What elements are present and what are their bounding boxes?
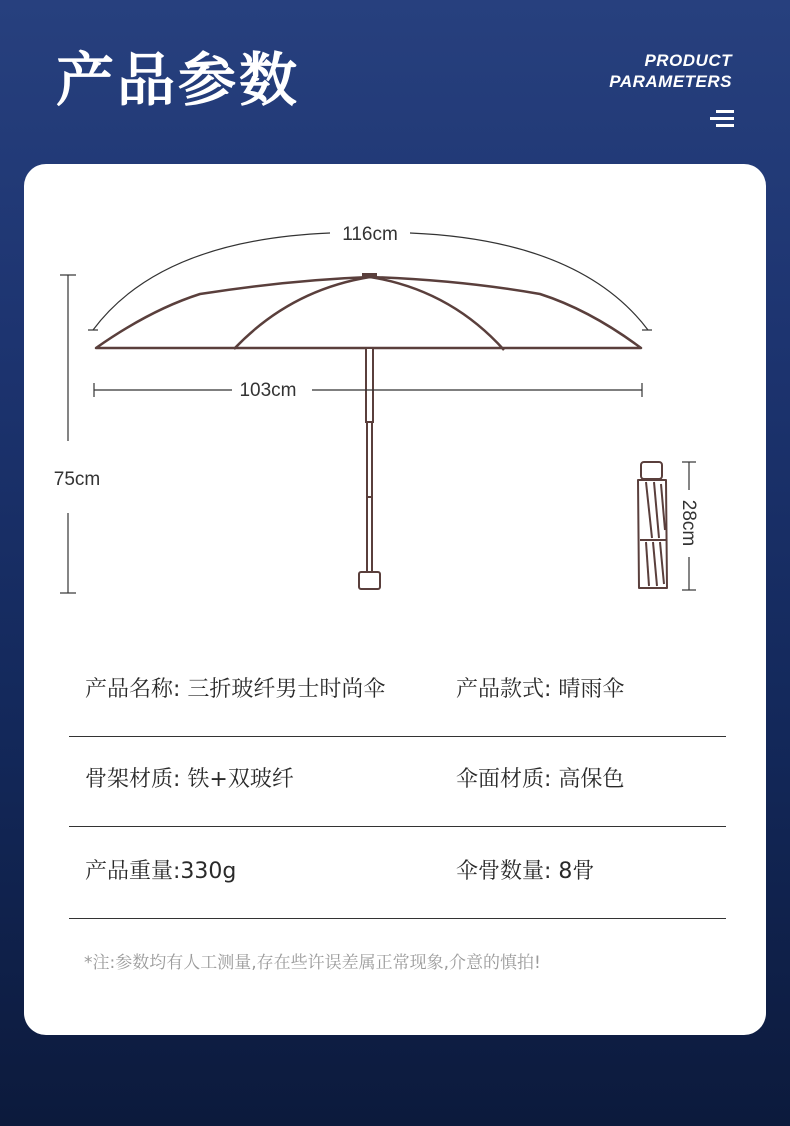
span-dimension-arc — [88, 233, 652, 330]
folded-umbrella — [638, 462, 667, 588]
spec-row — [69, 826, 726, 919]
height-label: 75cm — [53, 469, 101, 490]
width-label: 103cm — [239, 380, 297, 401]
height-dimension — [60, 275, 76, 593]
folded-length-label: 28cm — [678, 499, 699, 547]
spec-canopy-material: 伞面材质: 高保色 — [456, 767, 625, 792]
spec-product-style: 产品款式: 晴雨伞 — [456, 677, 625, 702]
spec-weight: 产品重量:330g — [85, 859, 237, 884]
open-umbrella — [96, 273, 641, 350]
spec-product-name: 产品名称: 三折玻纤男士时尚伞 — [85, 677, 386, 702]
subtitle-line-2: PARAMETERS — [609, 72, 732, 91]
page-title: 产品参数 — [56, 46, 301, 114]
spec-row — [69, 644, 726, 737]
umbrella-shaft — [359, 348, 380, 589]
span-label: 116cm — [342, 224, 398, 245]
spec-rib-count: 伞骨数量: 8骨 — [456, 859, 595, 884]
spec-frame-material: 骨架材质: 铁+双玻纤 — [85, 767, 294, 792]
spec-row — [69, 734, 726, 827]
subtitle-line-1: PRODUCT — [644, 51, 732, 70]
measurement-note: *注:参数均有人工测量,存在些许误差属正常现象,介意的慎拍! — [84, 953, 541, 973]
